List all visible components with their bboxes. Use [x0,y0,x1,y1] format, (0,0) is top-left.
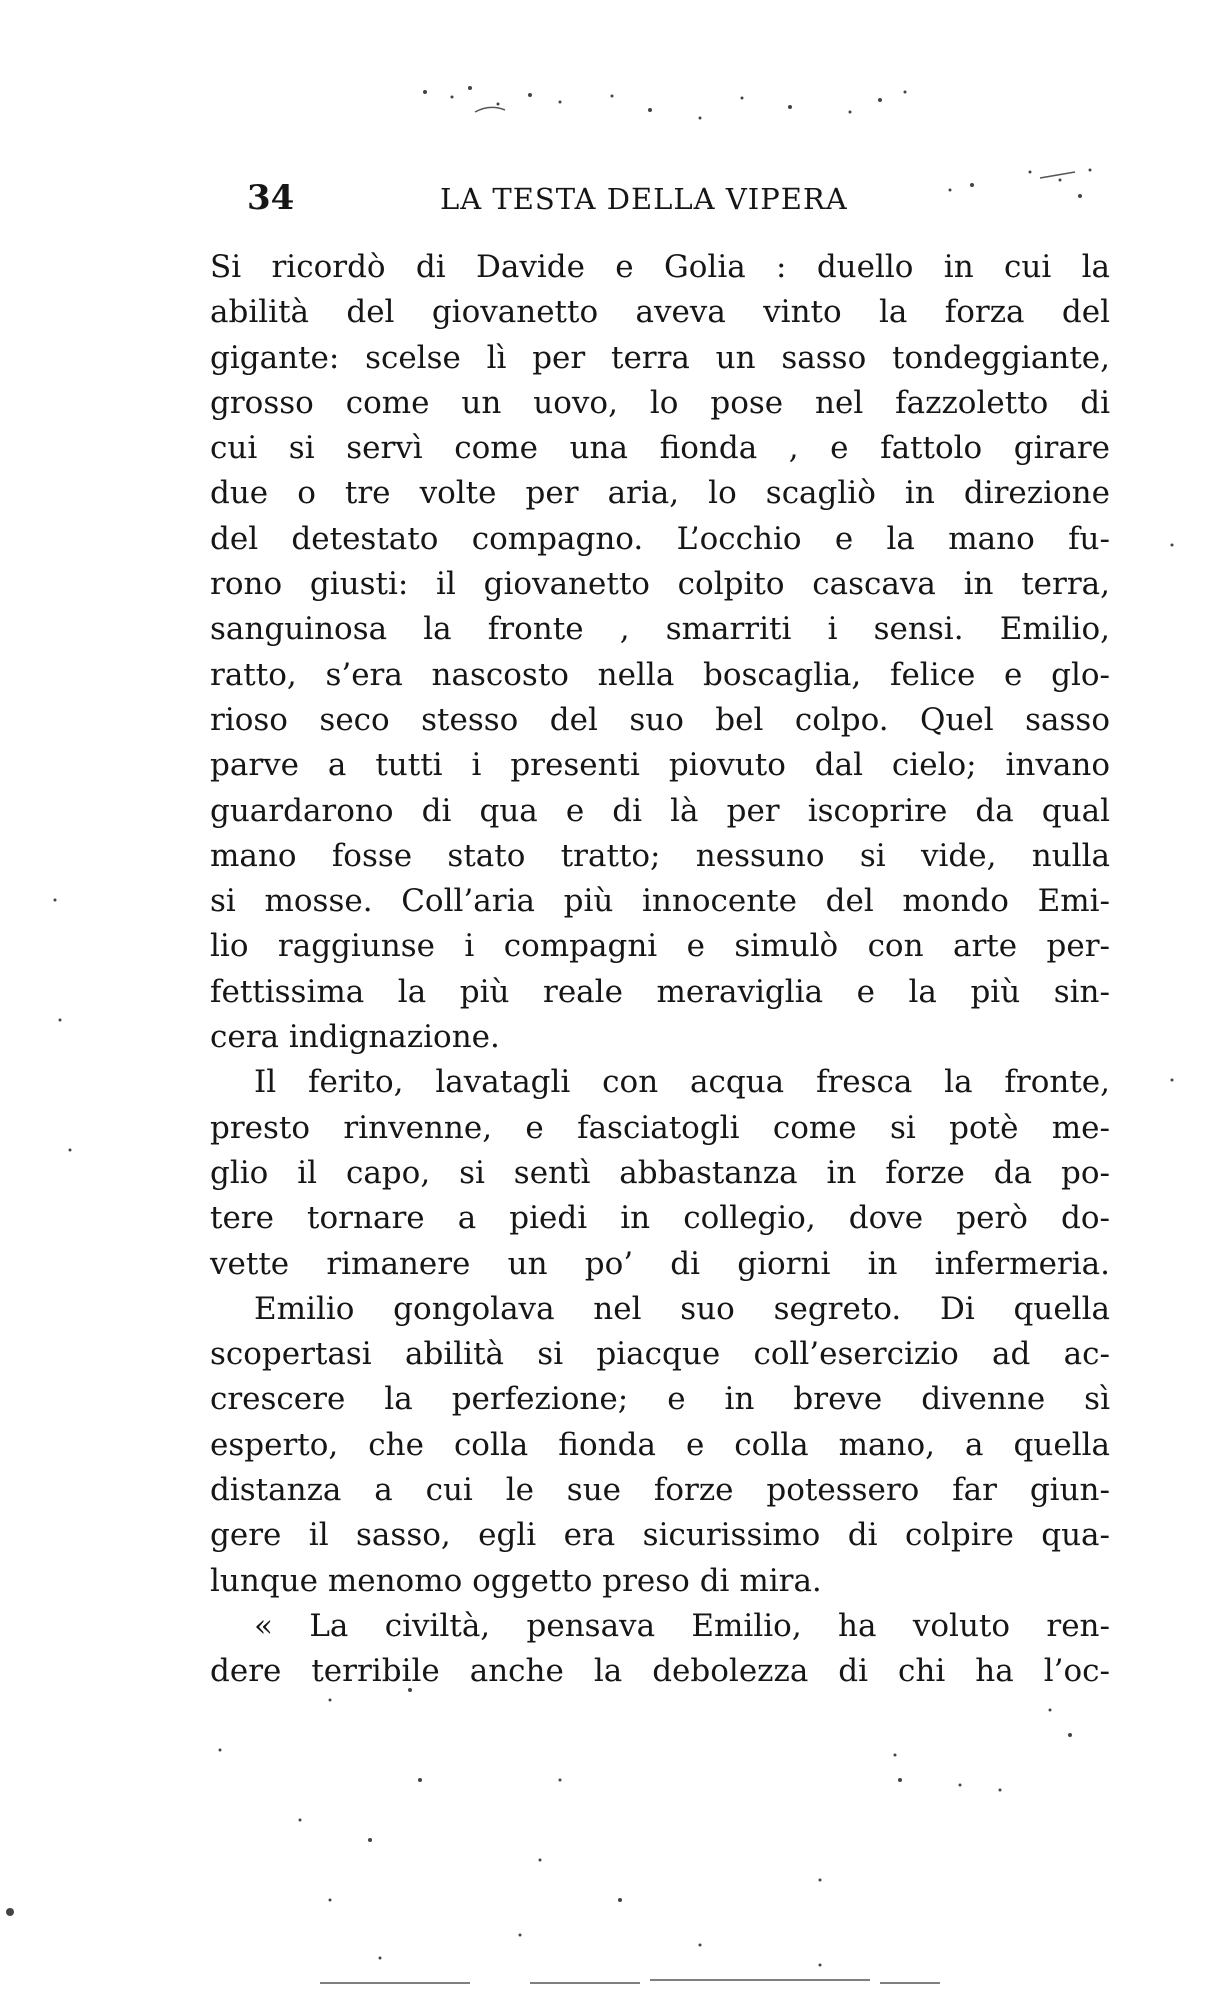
text-line: cui si servì come una fionda , e fattolo girare [210,430,1110,467]
text-line: tere tornare a piedi in collegio, dove però do- [210,1200,1110,1237]
text-line: « La civiltà, pensava Emilio, ha voluto ren- [254,1607,1110,1644]
body-text [210,245,1110,1695]
text-line: fettissima la più reale meraviglia e la più sin- [210,973,1110,1010]
text-line: esperto, che colla fionda e colla mano, a quella [210,1426,1110,1463]
text-line: sanguinosa la fronte , smarriti i sensi. Emilio, [210,611,1110,648]
text-line: lunque menomo oggetto preso di mira. [210,1562,822,1599]
text-line: rono giusti: il giovanetto colpito cascava in terra, [210,566,1110,603]
running-header [215,170,1115,230]
text-line: due o tre volte per aria, lo scagliò in direzione [210,475,1110,512]
text-line: mano fosse stato tratto; nessuno si vide, nulla [210,837,1110,874]
text-line: guardarono di qua e di là per iscoprire da qual [210,792,1110,829]
text-line: distanza a cui le sue forze potessero far giun- [210,1472,1110,1509]
text-line: grosso come un uovo, lo pose nel fazzoletto di [210,384,1110,421]
text-line: ratto, s’era nascosto nella boscaglia, felice e glo- [210,656,1110,693]
text-line: Si ricordò di Davide e Golia : duello in cui la [210,249,1110,285]
text-line: vette rimanere un po’ di giorni in infermeria. [210,1245,1110,1282]
page-number: 34 [247,178,295,218]
text-line: Emilio gongolava nel suo segreto. Di quella [254,1290,1110,1327]
text-line: rioso seco stesso del suo bel colpo. Quel sasso [210,701,1110,738]
text-line: si mosse. Coll’aria più innocente del mondo Emi- [210,883,1110,920]
text-line: abilità del giovanetto aveva vinto la forza del [210,294,1110,331]
text-line: del detestato compagno. L’occhio e la mano fu- [210,520,1110,557]
text-line: glio il capo, si sentì abbastanza in forze da po- [210,1154,1110,1191]
text-line: scopertasi abilità si piacque coll’esercizio ad ac- [210,1336,1110,1373]
text-line: parve a tutti i presenti piovuto dal cielo; invano [210,747,1110,784]
text-line: gigante: scelse lì per terra un sasso tondeggiante, [210,339,1110,376]
text-line: Il ferito, lavatagli con acqua fresca la fronte, [254,1064,1110,1101]
text-line: lio raggiunse i compagni e simulò con arte per- [210,928,1110,965]
text-line: presto rinvenne, e fasciatogli come si potè me- [210,1109,1110,1146]
running-title: LA TESTA DELLA VIPERA [440,182,848,216]
text-line: dere terribile anche la debolezza di chi ha l’oc- [210,1653,1110,1690]
text-line: gere il sasso, egli era sicurissimo di colpire qua- [210,1517,1110,1554]
text-line: cera indignazione. [210,1019,500,1056]
text-line: crescere la perfezione; e in breve divenne sì [210,1381,1110,1418]
